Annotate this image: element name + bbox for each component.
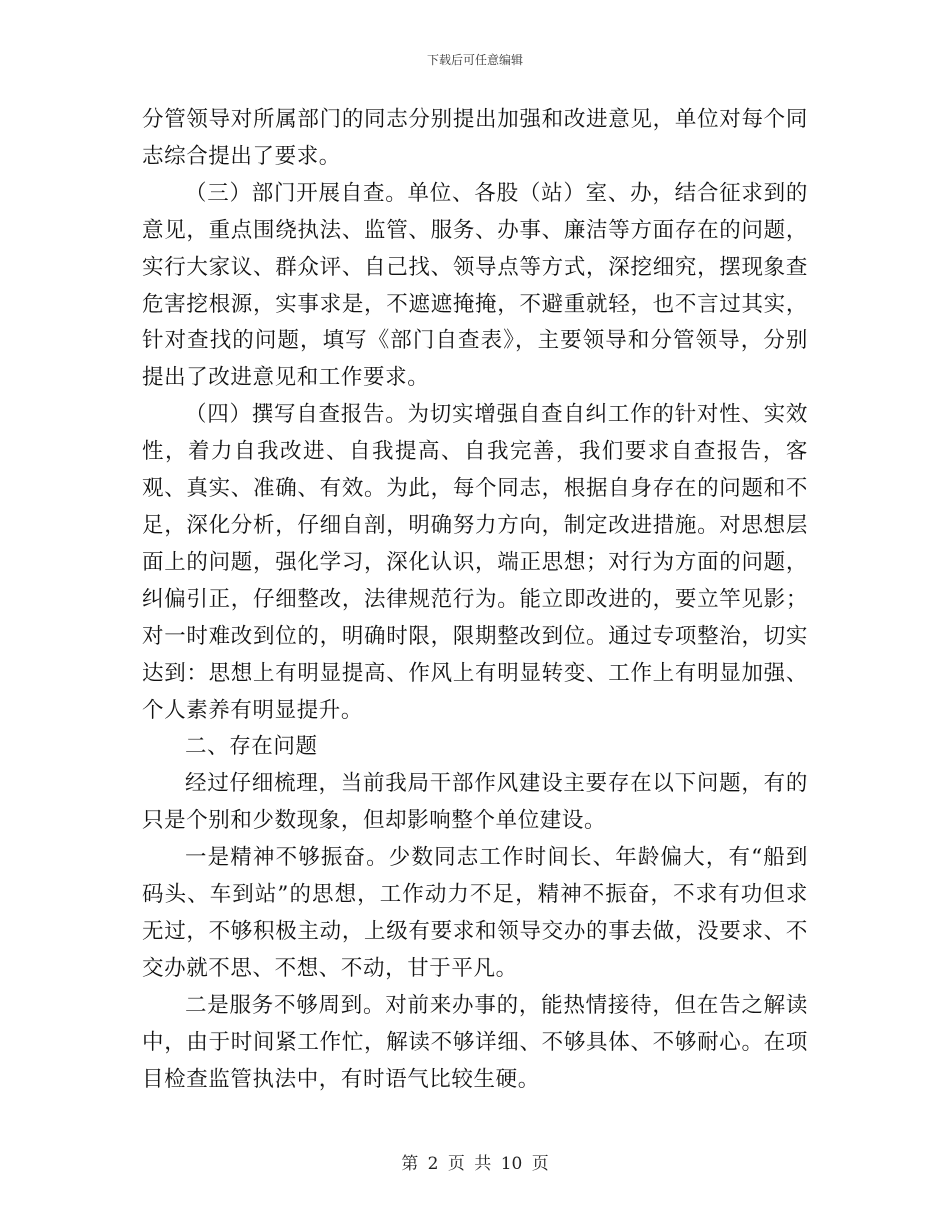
- section-heading: 二、存在问题: [185, 734, 318, 760]
- paragraph-6: 二是服务不够周到。对前来办事的，能热情接待，但在告之解读中，由于时间紧工作忙，解读不够详细、不够具体、不够耐心。在项目检查监管执法中，有时语气比较生硬。: [142, 992, 808, 1092]
- page-number: 第 2 页 共 10 页: [401, 1154, 549, 1174]
- paragraph-5: 一是精神不够振奋。少数同志工作时间长、年龄偏大，有“船到码头、车到站”的思想，工作动力不足，精神不振奋，不求有功但求无过，不够积极主动，上级有要求和领导交办的事去做，没要求、不交办就不思、不想、不动，甘于平凡。: [142, 845, 808, 981]
- document-body: [142, 102, 808, 1098]
- page-header-note: 下载后可任意编辑: [426, 53, 523, 67]
- paragraph-4: 经过仔细梳理，当前我局干部作风建设主要存在以下问题，有的只是个别和少数现象，但却影响整个单位建设。: [142, 771, 808, 834]
- paragraph-1: 分管领导对所属部门的同志分别提出加强和改进意见，单位对每个同志综合提出了要求。: [142, 107, 808, 169]
- paragraph-2: （三）部门开展自查。单位、各股（站）室、办，结合征求到的意见，重点围绕执法、监管、服务、办事、廉洁等方面存在的问题，实行大家议、群众评、自己找、领导点等方式，深挖细究，摆现象查危害挖根源，实事求是，不遮遮掩掩，不避重就轻，也不言过其实，针对查找的问题，填写《部门自查表》，主要领导和分管领导，分别提出了改进意见和工作要求。: [142, 180, 808, 391]
- paragraph-3: （四）撰写自查报告。为切实增强自查自纠工作的针对性、实效性，着力自我改进、自我提高、自我完善，我们要求自查报告，客观、真实、准确、有效。为此，每个同志，根据自身存在的问题和不足，深化分析，仔细自剖，明确努力方向，制定改进措施。对思想层面上的问题，强化学习，深化认识，端正思想；对行为方面的问题，纠偏引正，仔细整改，法律规范行为。能立即改进的，要立竿见影；对一时难改到位的，明确时限，限期整改到位。通过专项整治，切实达到：思想上有明显提高、作风上有明显转变、工作上有明显加强、个人素养有明显提升。: [142, 402, 808, 723]
